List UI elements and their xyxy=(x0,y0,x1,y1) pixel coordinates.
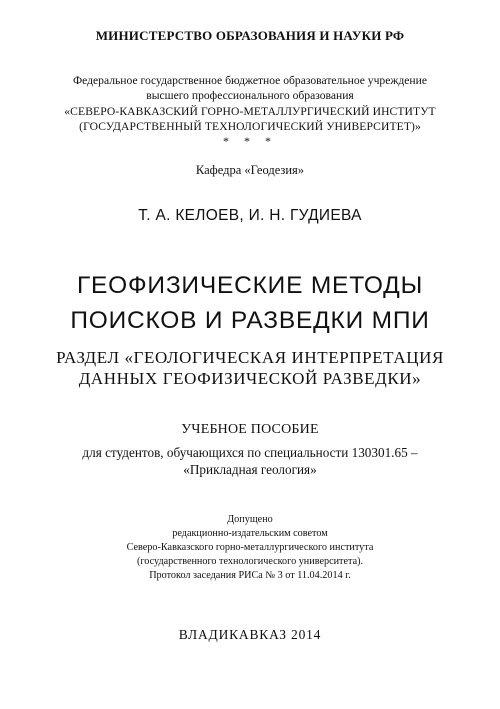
institution-name-line-2: (ГОСУДАРСТВЕННЫЙ ТЕХНОЛОГИЧЕСКИЙ УНИВЕРСИТЕТ)» xyxy=(79,120,421,133)
audience-line-2: «Прикладная геология» xyxy=(183,462,317,477)
section-title-line-2: ДАННЫХ ГЕОФИЗИЧЕСКОЙ РАЗВЕДКИ» xyxy=(78,369,422,388)
institution-name-line-1: «СЕВЕРО-КАВКАЗСКИЙ ГОРНО-МЕТАЛЛУРГИЧЕСКИЙ ИНСТИТУТ xyxy=(64,105,436,118)
approval-protocol-line: Протокол заседания РИСа № 3 от 11.04.2014 г. xyxy=(149,570,351,581)
approval-line-4: (государственного технологического университета). xyxy=(136,556,364,567)
asterisk-separator: * * * xyxy=(223,134,277,148)
book-title-line-2: ПОИСКОВ И РАЗВЕДКИ МПИ xyxy=(70,307,430,334)
institution-line-1: Федеральное государственное бюджетное образовательное учреждение xyxy=(72,74,427,87)
approval-line-1: Допущено xyxy=(227,514,273,525)
section-title-line-1: РАЗДЕЛ «ГЕОЛОГИЧЕСКАЯ ИНТЕРПРЕТАЦИЯ xyxy=(56,348,444,367)
ministry-heading: МИНИСТЕРСТВО ОБРАЗОВАНИЯ И НАУКИ РФ xyxy=(95,28,405,43)
audience-line-1: для студентов, обучающихся по специальности 130301.65 – xyxy=(82,445,418,460)
city-year: ВЛАДИКАВКАЗ 2014 xyxy=(178,627,322,642)
department-name: Кафедра «Геодезия» xyxy=(195,163,305,177)
approval-line-3: Северо-Кавказского горно-металлургического института xyxy=(126,542,374,553)
institution-line-2: высшего профессионального образования xyxy=(146,89,354,102)
book-title-line-1: ГЕОФИЗИЧЕСКИЕ МЕТОДЫ xyxy=(76,272,424,299)
document-type: УЧЕБНОЕ ПОСОБИЕ xyxy=(181,422,319,437)
authors: Т. А. КЕЛОЕВ, И. Н. ГУДИЕВА xyxy=(138,207,362,224)
approval-line-2: редакционно-издательским советом xyxy=(172,528,328,539)
